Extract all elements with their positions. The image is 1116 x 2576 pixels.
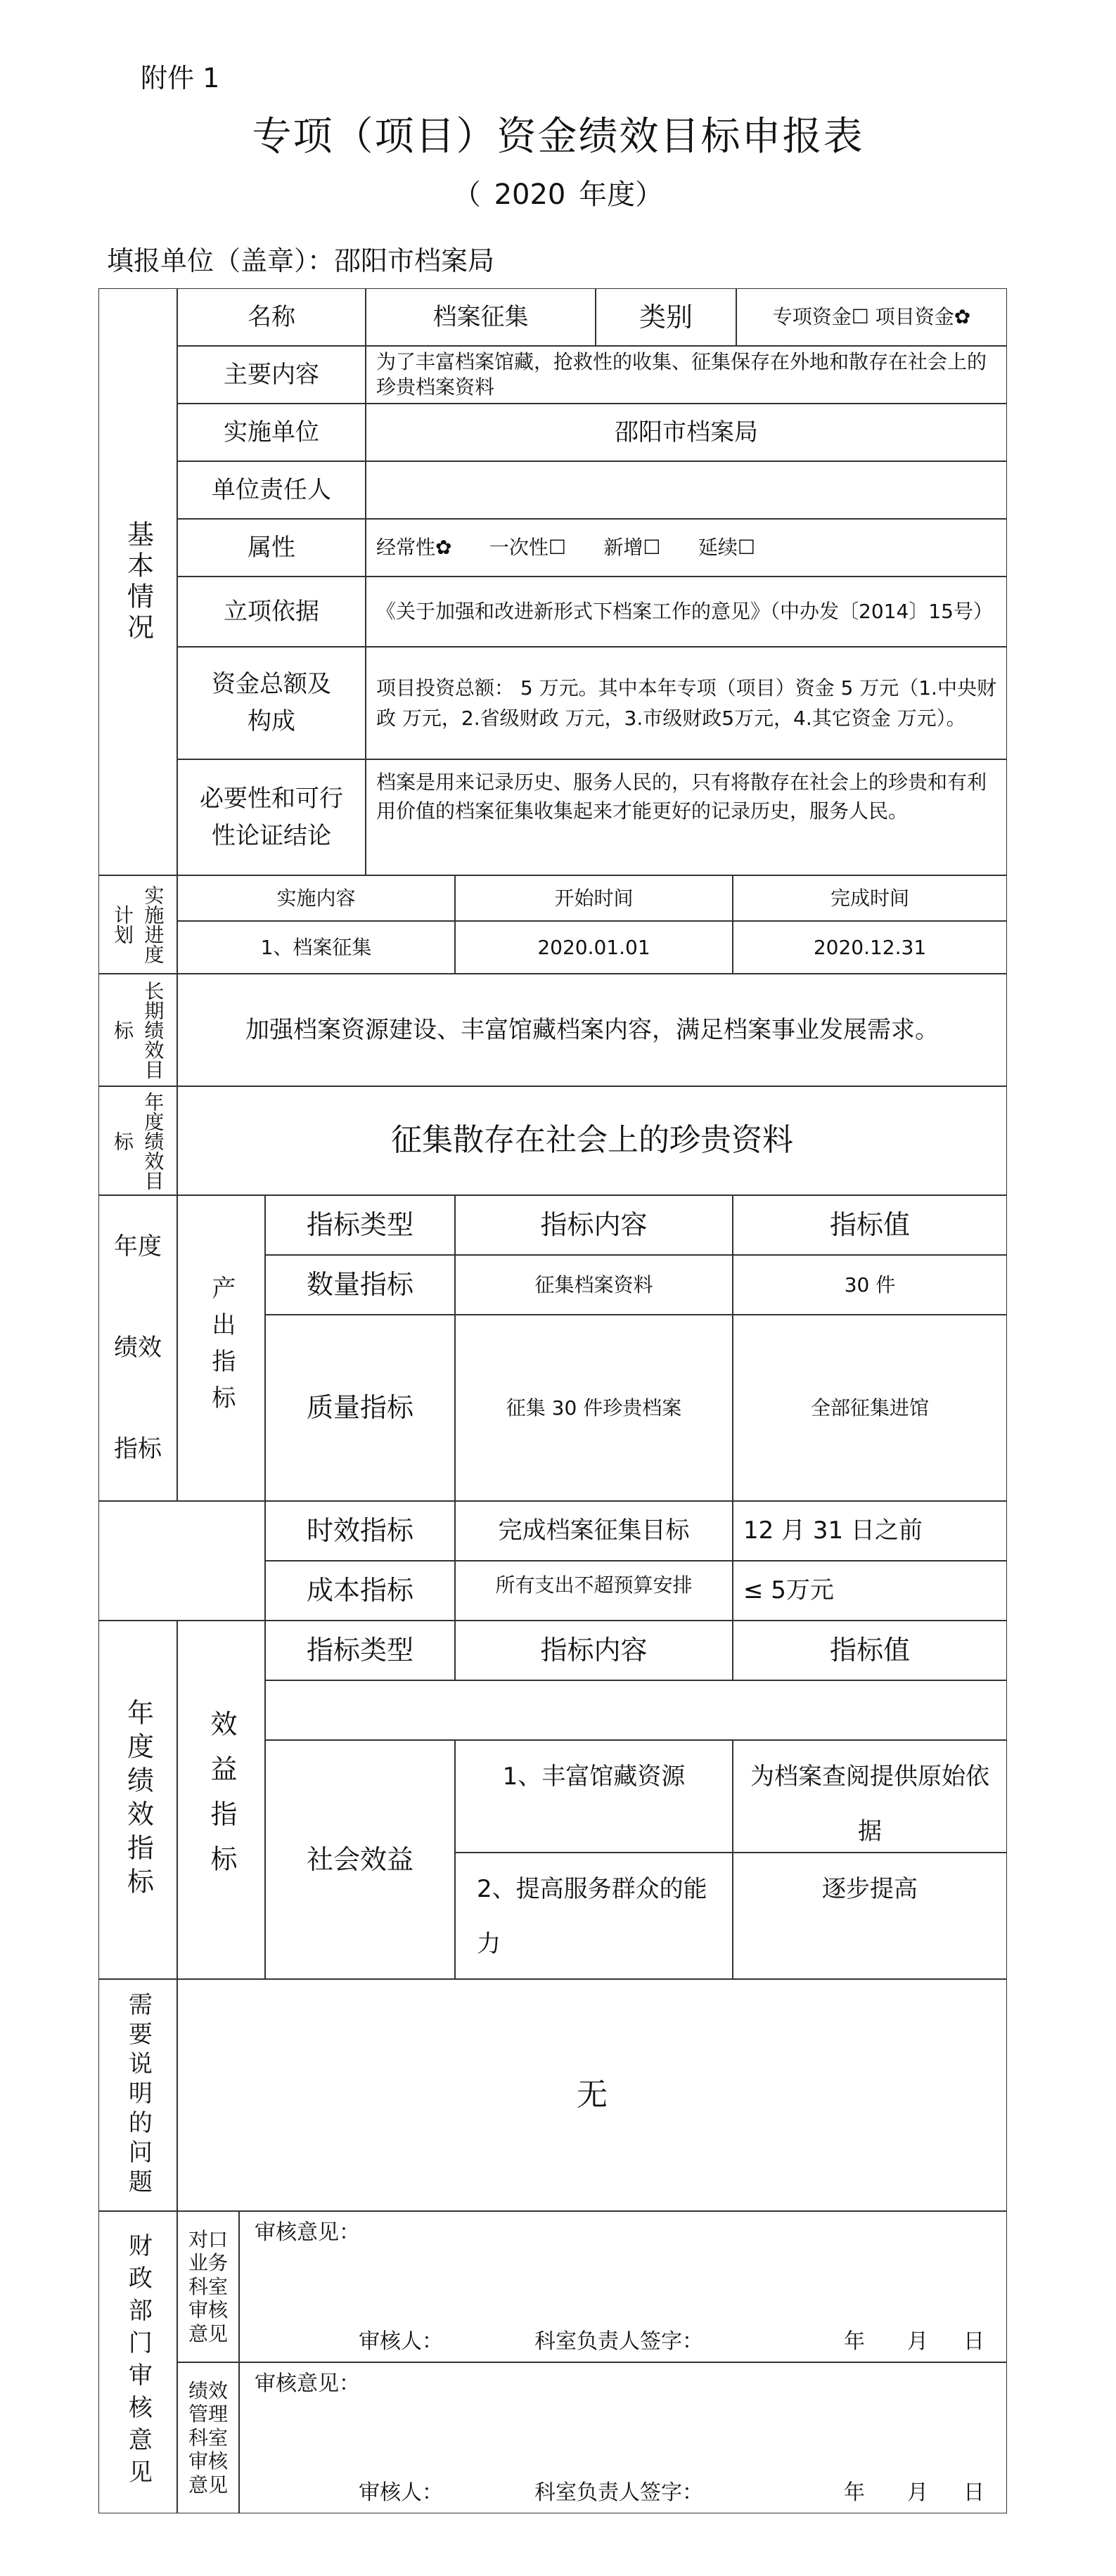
attachment-label: 附件 1 <box>141 63 220 94</box>
funds-value: 项目投资总额： 5 万元。其中本年专项（项目）资金 5 万元（1.中央财政 万元，2.省级财政 万元，3.市级财政5万元，4.其它资金 万元）。 <box>366 647 1007 759</box>
dept2-reviewer-label: 审核人： <box>359 2480 443 2505</box>
attribute-label: 属性 <box>177 519 366 577</box>
basis-label: 立项依据 <box>177 577 366 647</box>
dept1-label: 对口业务科室审核意见 <box>177 2211 239 2362</box>
dept2-opinion-label: 审核意见： <box>255 2371 360 2396</box>
dept1-day-label: 日 <box>963 2329 984 2354</box>
plan-col-content: 实施内容 <box>177 875 455 921</box>
time-content: 完成档案征集目标 <box>455 1501 733 1561</box>
notes-value: 无 <box>177 1979 1007 2211</box>
dept1-year-label: 年 <box>844 2329 865 2354</box>
benefit-head-content: 指标内容 <box>455 1621 733 1680</box>
time-type: 时效指标 <box>265 1501 455 1561</box>
social-benefit-type: 社会效益 <box>265 1740 455 1979</box>
attribute-options: 经常性✿ 一次性☐ 新增☐ 延续☐ <box>366 519 1007 577</box>
dept1-reviewer-label: 审核人： <box>359 2329 443 2354</box>
impl-unit-label: 实施单位 <box>177 404 366 461</box>
name-value: 档案征集 <box>366 288 596 346</box>
benefit-head-value: 指标值 <box>733 1621 1007 1680</box>
cost-value: ≤ 5万元 <box>733 1561 1007 1621</box>
responsible-value <box>366 461 1007 519</box>
output-sub-label: 产出指标 <box>177 1195 265 1501</box>
basic-section-label: 基本情况 <box>98 288 177 875</box>
long-term-label: 长期绩效目标 <box>98 974 177 1086</box>
year-line: （ 2020 年度） <box>452 179 664 211</box>
plan-row-content: 1、档案征集 <box>177 921 455 974</box>
name-label: 名称 <box>177 288 366 346</box>
qty-content: 征集档案资料 <box>455 1255 733 1315</box>
qty-type: 数量指标 <box>265 1255 455 1315</box>
qty-value: 30 件 <box>733 1255 1007 1315</box>
annual-label: 年度绩效目标 <box>98 1086 177 1195</box>
dept2-year-label: 年 <box>844 2480 865 2505</box>
benefit-item1-content: 1、丰富馆藏资源 <box>455 1740 733 1853</box>
dept1-head-sign-label: 科室负责人签字： <box>534 2329 703 2354</box>
output-head-type: 指标类型 <box>265 1195 455 1255</box>
output-blank-cell <box>98 1501 265 1621</box>
funds-label: 资金总额及 构成 <box>177 647 366 759</box>
category-label: 类别 <box>596 288 736 346</box>
quality-type: 质量指标 <box>265 1315 455 1501</box>
benefit-item2-value: 逐步提高 <box>733 1853 1007 1979</box>
form-title: 专项（项目）资金绩效目标申报表 <box>252 114 864 160</box>
dept2-label: 绩效管理科室审核意见 <box>177 2362 239 2513</box>
quality-content: 征集 30 件珍贵档案 <box>455 1315 733 1501</box>
plan-section-label: 实施进度计划 <box>98 875 177 974</box>
output-head-content: 指标内容 <box>455 1195 733 1255</box>
plan-row-end: 2020.12.31 <box>733 921 1007 974</box>
cost-type: 成本指标 <box>265 1561 455 1621</box>
dept2-month-label: 月 <box>907 2480 928 2505</box>
cost-content: 所有支出不超预算安排 <box>455 1561 733 1621</box>
long-term-value: 加强档案资源建设、丰富馆藏档案内容，满足档案事业发展需求。 <box>177 974 1007 1086</box>
benefit-item1-value: 为档案查阅提供原始依据 <box>733 1740 1007 1853</box>
plan-row-start: 2020.01.01 <box>455 921 733 974</box>
content-value: 为了丰富档案馆藏，抢救性的收集、征集保存在外地和散存在社会上的珍贵档案资料 <box>366 346 1007 404</box>
benefit-blank-row <box>265 1680 1007 1740</box>
benefit-item2-content: 2、提高服务群众的能力 <box>455 1853 733 1979</box>
benefit-sub-label: 效益指标 <box>177 1621 265 1979</box>
dept1-month-label: 月 <box>907 2329 928 2354</box>
impl-unit-value: 邵阳市档案局 <box>366 404 1007 461</box>
output-section-label: 年度 绩效 指标 <box>98 1195 177 1501</box>
notes-label: 需要说明的问题 <box>98 1979 177 2211</box>
basis-value: 《关于加强和改进新形式下档案工作的意见》（中办发〔2014〕15号） <box>366 577 1007 647</box>
content-label: 主要内容 <box>177 346 366 404</box>
necessity-value: 档案是用来记录历史、服务人民的，只有将散存在社会上的珍贵和有利用价值的档案征集收集起来才能更好的记录历史，服务人民。 <box>366 759 1007 875</box>
dept2-head-sign-label: 科室负责人签字： <box>534 2480 703 2505</box>
dept2-day-label: 日 <box>963 2480 984 2505</box>
benefit-head-type: 指标类型 <box>265 1621 455 1680</box>
quality-value: 全部征集进馆 <box>733 1315 1007 1501</box>
category-options: 专项资金☐ 项目资金✿ <box>736 288 1007 346</box>
benefit-section-label: 年度绩效指标 <box>98 1621 177 1979</box>
unit-label: 填报单位（盖章）：邵阳市档案局 <box>107 245 495 276</box>
finance-label: 财政部门审核意见 <box>98 2211 177 2513</box>
dept1-opinion-label: 审核意见： <box>255 2220 360 2245</box>
annual-value: 征集散存在社会上的珍贵资料 <box>177 1086 1007 1195</box>
output-head-value: 指标值 <box>733 1195 1007 1255</box>
plan-col-start: 开始时间 <box>455 875 733 921</box>
responsible-label: 单位责任人 <box>177 461 366 519</box>
plan-col-end: 完成时间 <box>733 875 1007 921</box>
time-value: 12 月 31 日之前 <box>733 1501 1007 1561</box>
necessity-label: 必要性和可行 性论证结论 <box>177 759 366 875</box>
